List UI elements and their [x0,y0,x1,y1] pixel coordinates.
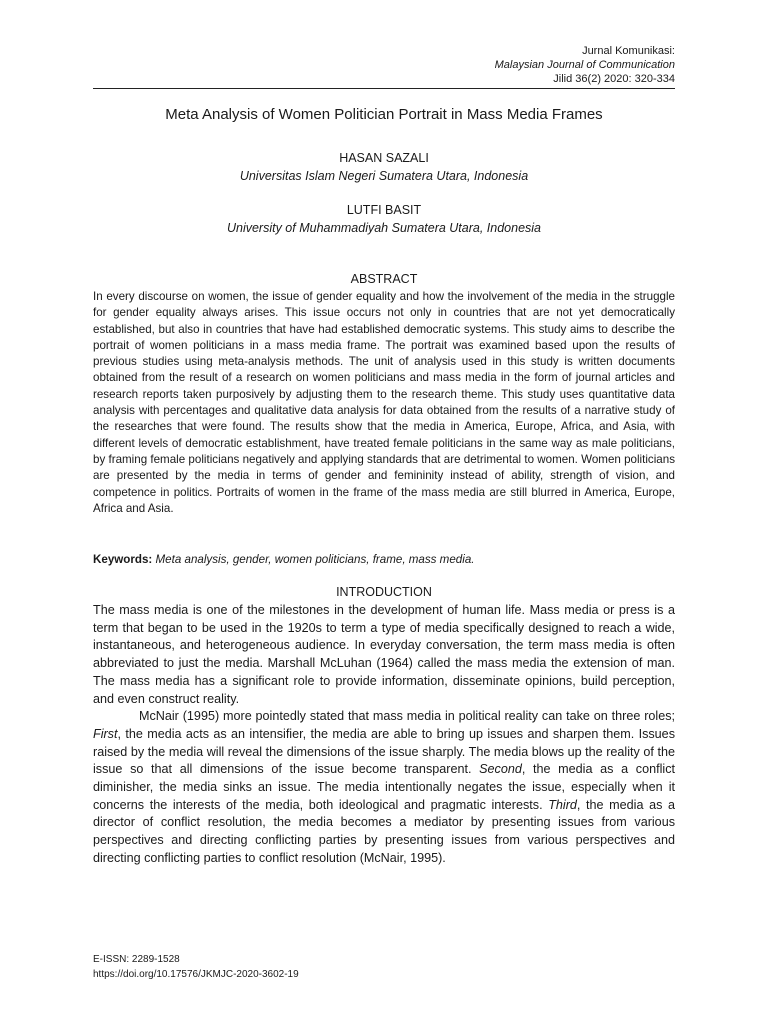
journal-header [495,44,675,86]
intro-text-span: McNair (1995) more pointedly stated that mass media in political reality can take on three roles; [139,709,675,724]
intro-emphasis-first: First [93,726,118,741]
author-name: LUTFI BASIT [346,203,422,217]
intro-text-span: , the media as a conflict diminisher, the media sinks an issue. The media intentionally negates the issue, especially when it concerns the interests of the media, both ideological and pragmatic interests. [93,762,675,812]
author-block-2 [93,201,675,237]
intro-text-span: , the media as a director of conflict resolution, the media becomes a mediator by presenting issues from various perspectives and directing conflicting parties by presenting issues from various perspectives and directing conflicting parties to conflict resolution (McNair, 1995). [93,797,675,865]
journal-subtitle: Malaysian Journal of Communication [494,59,675,71]
journal-name: Jurnal Komunikasi: [582,45,675,57]
journal-volume: Jilid 36(2) 2020: 320-334 [553,73,675,85]
keywords-text: Meta analysis, gender, women politicians, frame, mass media. [155,553,475,566]
footer-doi[interactable]: https://doi.org/10.17576/JKMJC-2020-3602-19 [93,969,299,980]
paper-title: Meta Analysis of Women Politician Portrait in Mass Media Frames [165,106,603,123]
author-affiliation: University of Muhammadiyah Sumatera Utara, Indonesia [226,221,542,235]
header-rule [93,88,675,89]
intro-emphasis-second: Second [479,762,522,777]
abstract-text: In every discourse on women, the issue of gender equality and how the involvement of the media in the struggle for gender equality always arises. This issue occurs not only in countries that are not yet democratically established, but also in countries that have had established democratic systems. This study aims to describe the portrait of women politicians in a mass media frame. The portrait was examined based upon the results of previous studies using meta-analysis methods. The unit of analysis used in this study is written documents obtained from the result of a research on women politicians and mass media in the form of journal articles and research reports taken purposively by adjusting them to the research theme. This study uses quantitative data analysis with percentages and qualitative data analysis for data obtained from the results of a narrative study of the researches that were found. The results show that the media in America, Europe, Africa, and Asia, with different levels of democratic establishment, have treated female politicians in the same way as male politicians, by framing female politicians negatively and applying standards that are detrimental to women. Women politicians are presented by the media in terms of gender and femininity instead of ability, strength of vision, and competence in politics. Portraits of women in the frame of the mass media are still blurred in America, Europe, Africa and Asia. [93,290,675,515]
page-footer [93,952,299,982]
keywords [93,552,675,568]
intro-paragraph-1: The mass media is one of the milestones in the development of human life. Mass media or press is a term that began to be used in the 1920s to term a type of media specifically designed to reach a wide, instantaneous, and heterogeneous audience. In everyday conversation, the term mass media is often abbreviated to just the media. Marshall McLuhan (1964) called the mass media the extension of man. The mass media has a significant role to provide information, disseminate opinions, build perception, and even construct reality. [93,603,675,706]
intro-emphasis-third: Third [548,797,577,812]
intro-paragraph-2 [93,708,675,867]
keywords-label: Keywords: [93,553,153,566]
author-name: HASAN SAZALI [339,151,429,165]
abstract-heading: ABSTRACT [350,272,418,286]
introduction-body [93,602,675,868]
author-affiliation: Universitas Islam Negeri Sumatera Utara, Indonesia [239,169,529,183]
author-block-1 [93,149,675,185]
intro-text-span: , the media acts as an intensifier, the media are able to bring up issues and sharpen them. Issues raised by the media will reveal the dimensions of the issue sharply. The media blows up the reality of the issue so that all dimensions of the issue become transparent. [93,726,675,777]
introduction-heading: INTRODUCTION [336,585,432,599]
footer-eissn: E-ISSN: 2289-1528 [93,954,180,965]
